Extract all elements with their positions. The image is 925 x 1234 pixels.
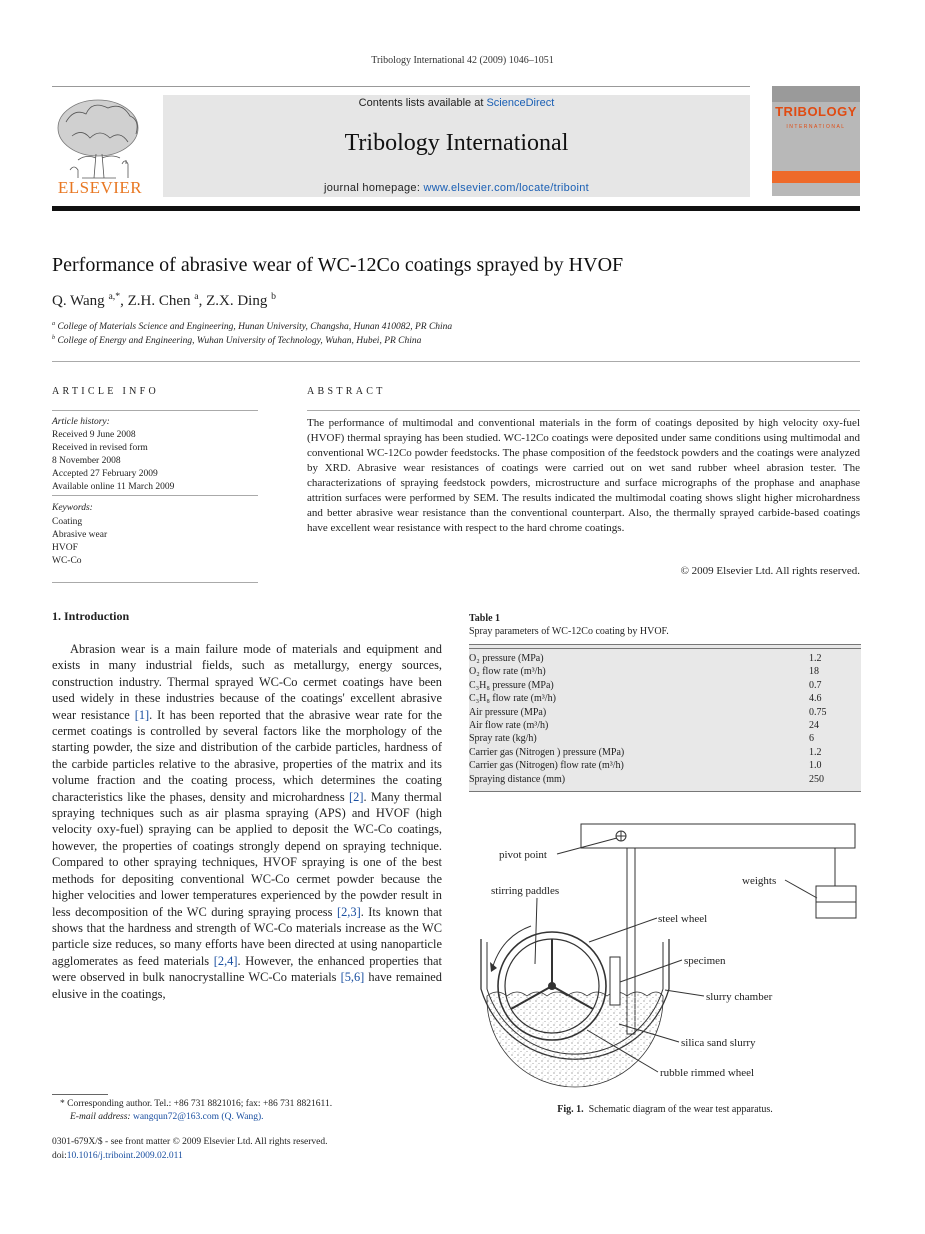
label-weights: weights — [742, 875, 777, 887]
table-cell-value: 1.0 — [809, 760, 822, 772]
table-cell-value: 250 — [809, 773, 824, 785]
table-rule — [469, 644, 861, 645]
table-caption: Spray parameters of WC-12Co coating by HVOF. — [469, 626, 669, 637]
table-rule — [469, 791, 861, 792]
figure-label: Fig. 1. — [557, 1104, 584, 1115]
journal-cover-band — [772, 171, 860, 183]
corresponding-author-note: * Corresponding author. Tel.: +86 731 8821016; fax: +86 731 8821611. — [60, 1099, 333, 1109]
author-mark: b — [271, 291, 276, 302]
keyword: Coating — [52, 517, 83, 527]
citation-link[interactable]: [5,6] — [340, 970, 365, 985]
table-cell-param: Air flow rate (m³/h) — [469, 720, 549, 732]
citation-link[interactable]: [1] — [134, 707, 150, 722]
running-head: Tribology International 42 (2009) 1046–1051 — [371, 55, 554, 66]
body-text: . It has been reported that the abrasive wear rate for the cermet coatings is controlled by several factors like the morphology of the starting powder, the size and distribution of the carbide particles, hardness of the carbide particles relative to the abrasive, properties of the matrix and its volume fraction and the coating process, which determines the coating characteristics like the phases, density and microhardness — [52, 707, 442, 804]
table-cell-value: 6 — [809, 733, 814, 745]
keyword: Abrasive wear — [52, 530, 108, 540]
doi-link[interactable]: 10.1016/j.triboint.2009.02.011 — [66, 1151, 183, 1161]
affiliation — [52, 335, 421, 346]
table-row — [469, 652, 861, 665]
table-row — [469, 746, 861, 759]
history-label: Article history: — [52, 417, 110, 427]
table-cell-param: Spray rate (kg/h) — [469, 733, 537, 745]
table-label: Table 1 — [469, 613, 501, 624]
table-row — [469, 679, 861, 692]
label-silica-sand-slurry: silica sand slurry — [681, 1037, 756, 1049]
article-info-rule — [52, 410, 258, 411]
table-cell-param: O₂ flow rate (m³/h) — [469, 666, 546, 678]
affiliation — [52, 321, 452, 332]
email-link[interactable]: wangqun72@163.com (Q. Wang). — [132, 1112, 264, 1122]
abstract-heading: ABSTRACT — [307, 386, 386, 397]
email-note — [70, 1112, 263, 1122]
table-cell-value: 4.6 — [809, 693, 822, 705]
history-line: Available online 11 March 2009 — [52, 482, 175, 492]
table-cell-param: C₃H₈ flow rate (m³/h) — [469, 693, 556, 705]
table-cell-param: Carrier gas (Nitrogen ) pressure (MPa) — [469, 746, 625, 758]
citation-link[interactable]: [2] — [349, 789, 364, 804]
affiliation-mark: a — [52, 321, 56, 327]
body-text: . Its known that shows that the hardness and strength of WC-Co materials increase as the WC particle size reduces, so many efforts have been directed at using nanoparticle agglomerates as feed materials — [52, 904, 443, 968]
author-name: Z.X. Ding — [206, 293, 268, 309]
table-cell-param: C₃H₈ pressure (MPa) — [469, 679, 554, 691]
affiliation-text: College of Energy and Engineering, Wuhan University of Technology, Wuhan, Hubei, PR China — [57, 336, 422, 347]
doi-label: doi: — [52, 1151, 67, 1161]
body-text: Abrasion wear is a main failure mode of materials and equipment and exists in many industrial fields, such as metallurgy, energy sources, construction industry. Thermal sprayed WC-Co cermet coatings have been used widely in these industries because of the coatings' excellent abrasive wear resistance — [52, 642, 442, 722]
table-cell-param: O₂ pressure (MPa) — [469, 653, 544, 664]
table-row — [469, 732, 861, 745]
section-rule — [52, 361, 860, 362]
keywords-label: Keywords: — [52, 503, 93, 513]
history-line: Accepted 27 February 2009 — [52, 469, 158, 479]
table-cell-param: Air pressure (MPa) — [469, 706, 547, 718]
footnote-rule — [52, 1094, 108, 1095]
weights-block — [816, 902, 856, 918]
body-text: . However, the enhanced properties that were observed in bulk nanocrystalline WC-Co materials — [52, 953, 442, 985]
citation-link[interactable]: [2,3] — [336, 904, 361, 919]
journal-homepage — [163, 182, 750, 194]
section-heading-introduction: 1. Introduction — [52, 609, 130, 623]
table-row — [469, 759, 861, 772]
label-steel-wheel: steel wheel — [658, 913, 708, 925]
label-stirring-paddles: stirring paddles — [491, 885, 560, 897]
table-row — [469, 665, 861, 678]
table-row — [469, 692, 861, 705]
header-thick-rule — [52, 206, 860, 211]
article-info-rule — [52, 582, 258, 583]
article-title: Performance of abrasive wear of WC-12Co coatings sprayed by HVOF — [52, 254, 624, 276]
issn-line: 0301-679X/$ - see front matter © 2009 Elsevier Ltd. All rights reserved. — [52, 1137, 328, 1147]
table-cell-value: 1.2 — [809, 746, 822, 758]
table-cell-value: 1.2 — [809, 653, 822, 664]
contents-line — [163, 97, 750, 109]
table-cell-value: 0.7 — [809, 679, 822, 691]
article-info-heading: ARTICLE INFO — [52, 386, 160, 397]
table-cell-value: 0.75 — [809, 706, 827, 718]
table-cell-param: Carrier gas (Nitrogen) flow rate (m³/h) — [469, 760, 624, 772]
silica-sand-slurry — [487, 992, 663, 1087]
author-list: Q. Wang $^{a,*}$, Z.H. Chen $^a$, Z.X. Ding $^b$ — [52, 291, 276, 309]
label-specimen: specimen — [684, 955, 726, 967]
author-name: Q. Wang — [52, 293, 105, 309]
table-cell-param: Spraying distance (mm) — [469, 773, 566, 785]
homepage-link[interactable]: www.elsevier.com/locate/triboint — [423, 182, 590, 194]
author-name: Z.H. Chen — [127, 293, 191, 309]
table-cell-value: 24 — [809, 720, 819, 732]
keyword: WC-Co — [52, 556, 82, 566]
table-row — [469, 719, 861, 732]
table-rule — [469, 648, 861, 649]
spray-parameters-table — [469, 652, 861, 786]
label-rubble-rimmed-wheel: rubble rimmed wheel — [660, 1067, 755, 1079]
elsevier-wordmark: ELSEVIER — [57, 178, 143, 197]
figure-caption — [469, 1104, 861, 1115]
journal-cover-top — [772, 86, 860, 102]
table-row — [469, 706, 861, 719]
history-line: Received in revised form — [52, 443, 148, 453]
body-text: have remained elusive in the coatings, — [52, 970, 442, 1001]
table-row — [469, 773, 861, 786]
journal-title: Tribology International — [344, 130, 569, 156]
article-info-rule — [52, 495, 258, 496]
email-label: E-mail address: — [70, 1112, 133, 1122]
doi-line — [52, 1151, 183, 1161]
label-pivot-point: pivot point — [499, 849, 547, 861]
citation-link[interactable]: [2,4] — [213, 953, 238, 968]
sciencedirect-link[interactable]: ScienceDirect — [486, 97, 555, 109]
author-mark: a,* — [108, 291, 121, 302]
affiliation-text: College of Materials Science and Engineering, Hunan University, Changsha, Hunan 410082, PR China — [57, 322, 453, 333]
wear-test-apparatus-diagram — [469, 814, 861, 1094]
header-rule — [52, 86, 750, 87]
journal-cover-title: TRIBOLOGY — [775, 104, 857, 119]
history-line: Received 9 June 2008 — [52, 430, 136, 440]
affiliation-mark: b — [52, 335, 56, 341]
specimen — [610, 957, 620, 1005]
abstract-text: The performance of multimodal and conventional materials in the form of coatings deposited by high velocity oxy-fuel (HVOF) thermal spraying has been studied. WC-12Co coatings were deposited under same conditions using multimodal and conventional WC-12Co powder feedstocks. The phase composition of the feedstock powders and the coatings were analyzed by XRD. Abrasive wear resistances of coatings were carried out on wet sand rubber wheel abrasion tester. The characterizations of spraying feedstock powders, microstructure and surface micrographs of the prophase and anaphase attrition surfaces were performed by SEM. The results indicated the multimodal coating shows slight higher microhardness and better abrasive wear resistance than the conventional counterpart. Also, the thermally sprayed carbide-based coatings have excellent wear resistance with respect to the hard chrome coatings. — [307, 417, 860, 534]
history-line: 8 November 2008 — [52, 456, 121, 466]
figure-caption-text: Schematic diagram of the wear test apparatus. — [588, 1104, 773, 1115]
contents-prefix: Contents lists available at — [358, 97, 487, 109]
label-slurry-chamber: slurry chamber — [706, 991, 773, 1003]
body-text: . Many thermal spraying techniques such as air plasma spraying (APS) and HVOF (high velocity oxy-fuel) spraying can be applied to deposit the WC-Co coatings, however, the properties of coatings strongly depend on spraying technique. Compared to other spraying techniques, HVOF spraying is one of the best methods for depositing conventional WC-Co cermet powder because the higher velocities and lower temperatures experienced by the powder result in less decomposition of the WC during spraying process — [52, 789, 442, 919]
keyword: HVOF — [52, 543, 78, 553]
author-mark: a — [194, 291, 199, 302]
journal-cover-subtitle: INTERNATIONAL — [786, 124, 846, 130]
table-cell-value: 18 — [809, 666, 819, 678]
weights-block — [816, 886, 856, 902]
homepage-prefix: journal homepage: — [323, 182, 424, 194]
copyright: © 2009 Elsevier Ltd. All rights reserved. — [680, 565, 860, 577]
introduction-body — [52, 641, 442, 1002]
introduction-paragraph — [52, 641, 442, 1002]
abstract-rule — [307, 410, 860, 411]
